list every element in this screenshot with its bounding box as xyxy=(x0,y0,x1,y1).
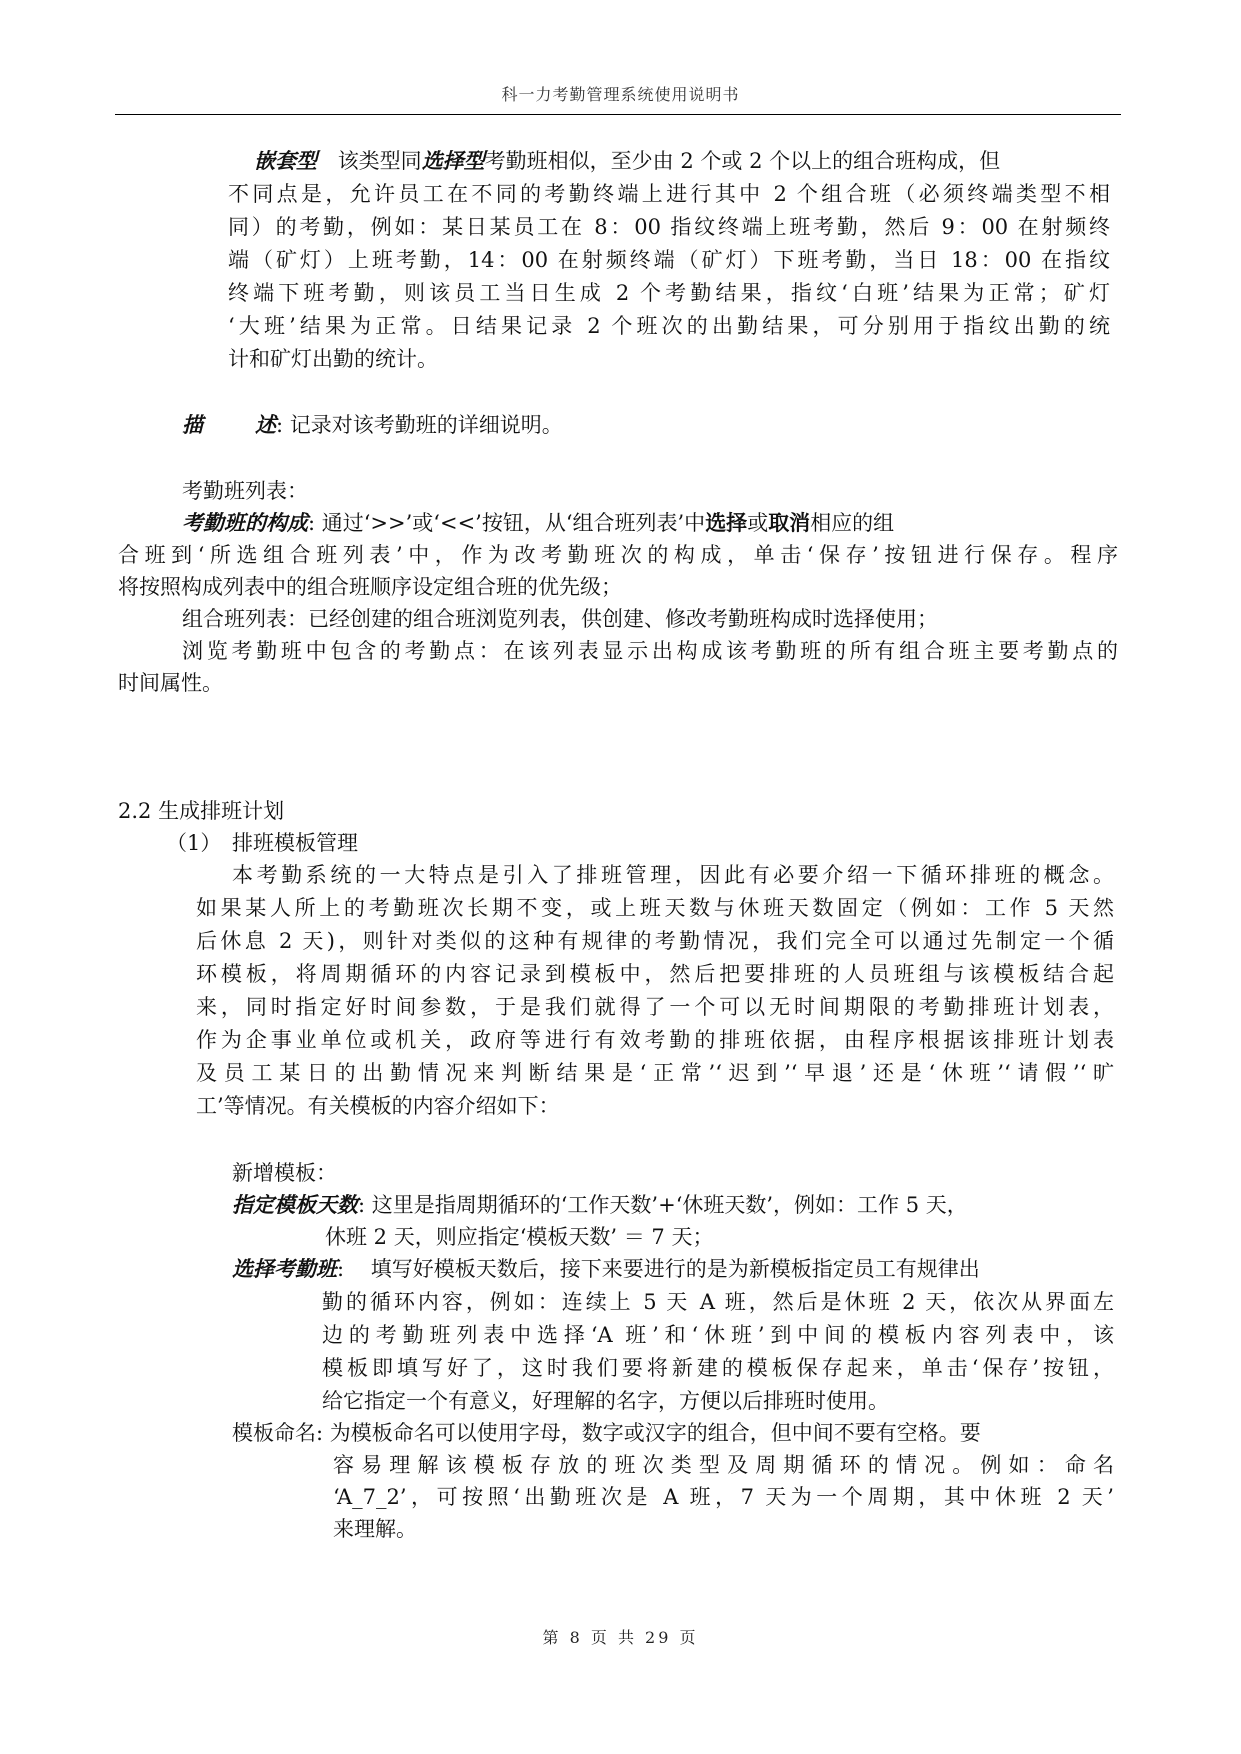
intro-line-3: 后休息 2 天)，则针对类似的这种有规律的考勤情况，我们完全可以通过先制定一个循 xyxy=(196,929,1114,953)
composition-term: 考勤班的构成 xyxy=(182,510,308,535)
nested-line-3: 同）的考勤，例如：某日某员工在 8：00 指纹终端上班考勤，然后 9：00 在射频终 xyxy=(228,215,1110,239)
describe-text: : 记录对该考勤班的详细说明。 xyxy=(276,413,563,437)
intro-line-8: 工’等情况。有关模板的内容介绍如下： xyxy=(196,1094,560,1118)
intro-line-1: 本考勤系统的一大特点是引入了排班管理，因此有必要介绍一下循环排班的概念。 xyxy=(232,863,1114,887)
nested-line-6: ‘大班’结果为正常。日结果记录 2 个班次的出勤结果，可分别用于指纹出勤的统 xyxy=(228,314,1110,338)
intro-line-4: 环模板，将周期循环的内容记录到模板中，然后把要排班的人员班组与该模板结合起 xyxy=(196,962,1114,986)
template-name-line-3: ‘A_7_2’，可按照‘出勤班次是 A 班，7 天为一个周期，其中休班 2 天’ xyxy=(333,1485,1114,1509)
header-rule xyxy=(115,114,1121,115)
composition-cancel-word: 取消 xyxy=(768,510,811,535)
nested-line-1 xyxy=(254,146,1110,176)
browse-line-2: 时间属性。 xyxy=(118,671,223,695)
composition-line-1 xyxy=(182,508,1118,538)
nested-line-1-text-c: 考勤班相似，至少由 2 个或 2 个以上的组合班构成，但 xyxy=(484,149,1001,173)
new-template-heading: 新增模板： xyxy=(232,1161,337,1185)
running-header: 科一力考勤管理系统使用说明书 xyxy=(501,85,740,104)
subsection-1-title: 排班模板管理 xyxy=(232,831,358,855)
nested-term: 嵌套型 xyxy=(254,148,317,173)
template-name-term: 模板命名 xyxy=(232,1421,316,1445)
composition-select-word: 选择 xyxy=(705,510,748,535)
select-shift-line-1 xyxy=(232,1254,1114,1284)
page-number-footer: 第 8 页 共 29 页 xyxy=(542,1628,699,1647)
intro-line-5: 来，同时指定好时间参数，于是我们就得了一个可以无时间期限的考勤排班计划表， xyxy=(196,995,1114,1019)
nested-line-5: 终端下班考勤，则该员工当日生成 2 个考勤结果，指纹‘白班’结果为正常；矿灯 xyxy=(228,281,1110,305)
intro-line-6: 作为企事业单位或机关，政府等进行有效考勤的排班依据，由程序根据该排班计划表 xyxy=(196,1028,1114,1052)
describe-term-a: 描 xyxy=(182,412,203,437)
nested-line-2: 不同点是，允许员工在不同的考勤终端上进行其中 2 个组合班（必须终端类型不相 xyxy=(228,182,1110,206)
intro-line-2: 如果某人所上的考勤班次长期不变，或上班天数与休班天数固定（例如：工作 5 天然 xyxy=(196,896,1114,920)
composition-line-2: 合班到‘所选组合班列表’中，作为改考勤班次的构成，单击‘保存’按钮进行保存。程序 xyxy=(118,543,1118,567)
template-days-text: : 这里是指周期循环的‘工作天数’+‘休班天数’，例如：工作 5 天， xyxy=(358,1193,968,1217)
composition-line-3: 将按照构成列表中的组合班顺序设定组合班的优先级； xyxy=(118,575,622,599)
section-2-2-heading: 2.2 生成排班计划 xyxy=(118,799,285,823)
select-shift-text: : 填写好模板天数后，接下来要进行的是为新模板指定员工有规律出 xyxy=(337,1257,980,1281)
template-days-line-1 xyxy=(232,1190,1114,1220)
nested-line-7: 计和矿灯出勤的统计。 xyxy=(228,347,438,371)
describe-term-b: 述 xyxy=(255,412,276,437)
select-shift-line-3: 边的考勤班列表中选择‘A 班’和‘休班’到中间的模板内容列表中，该 xyxy=(322,1323,1114,1347)
template-days-term: 指定模板天数 xyxy=(232,1192,358,1217)
template-name-line-1 xyxy=(232,1418,1114,1448)
composition-text-a: : 通过‘>>’或‘<<’按钮，从‘组合班列表’中 xyxy=(308,511,706,535)
template-days-line-2: 休班 2 天，则应指定‘模板天数’ ＝ 7 天； xyxy=(325,1225,714,1249)
nested-select-type-ref: 选择型 xyxy=(421,148,485,173)
intro-line-7: 及员工某日的出勤情况来判断结果是‘正常’‘迟到’‘早退’还是‘休班’‘请假’‘旷 xyxy=(196,1061,1114,1085)
select-shift-line-4: 模板即填写好了，这时我们要将新建的模板保存起来，单击‘保存’按钮， xyxy=(322,1356,1114,1380)
nested-line-4: 端（矿灯）上班考勤，14：00 在射频终端（矿灯）下班考勤，当日 18：00 在指纹 xyxy=(228,248,1110,272)
subsection-1-number: （1） xyxy=(166,831,222,855)
describe-line xyxy=(182,410,563,440)
template-name-line-2: 容易理解该模板存放的班次类型及周期循环的情况。例如：命名 xyxy=(333,1453,1114,1477)
select-shift-line-2: 勤的循环内容，例如：连续上 5 天 A 班，然后是休班 2 天，依次从界面左 xyxy=(322,1290,1114,1314)
nested-line-1-text-a: 该类型同 xyxy=(337,149,422,173)
shift-list-heading: 考勤班列表： xyxy=(182,479,308,503)
select-shift-term: 选择考勤班 xyxy=(232,1256,337,1281)
combo-list-line: 组合班列表：已经创建的组合班浏览列表，供创建、修改考勤班构成时选择使用； xyxy=(182,607,938,631)
browse-line-1: 浏览考勤班中包含的考勤点：在该列表显示出构成该考勤班的所有组合班主要考勤点的 xyxy=(182,639,1118,663)
template-name-line-4: 来理解。 xyxy=(333,1517,417,1541)
composition-text-c: 或 xyxy=(747,511,769,535)
template-name-text: : 为模板命名可以使用字母，数字或汉字的组合，但中间不要有空格。要 xyxy=(316,1421,981,1445)
select-shift-line-5: 给它指定一个有意义，好理解的名字，方便以后排班时使用。 xyxy=(322,1389,889,1413)
composition-text-e: 相应的组 xyxy=(810,511,895,535)
